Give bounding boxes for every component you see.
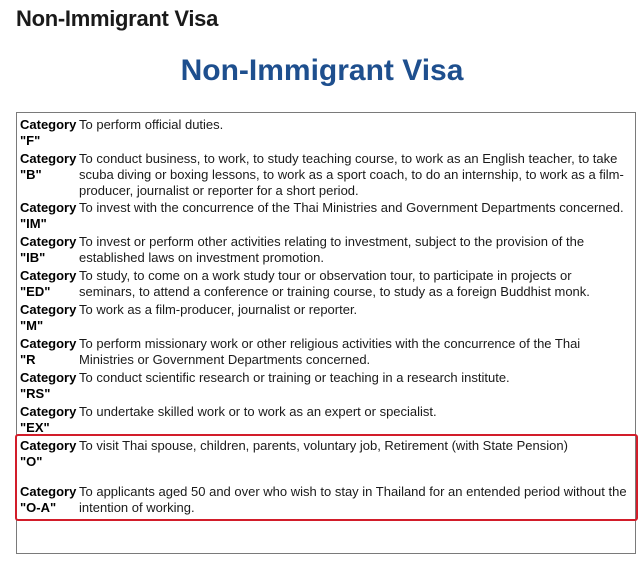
category-label: Category "RS" <box>20 370 77 401</box>
category-label: Category "F" <box>20 117 77 148</box>
highlight-box <box>15 434 638 521</box>
category-label: Category "IB" <box>20 234 77 265</box>
category-label: Category "O" <box>20 438 77 469</box>
page-title: Non-Immigrant Visa <box>180 54 464 87</box>
category-description: To conduct business, to work, to study teaching course, to work as an English teacher, to take scuba diving or boxing lessons, to work as a sport coach, to do an internship, to work as a film-producer, journalist or reporter for a short period. <box>79 151 624 198</box>
page-header-title: Non-Immigrant Visa <box>16 6 219 31</box>
category-label: Category "EX" <box>20 404 77 435</box>
category-description: To visit Thai spouse, children, parents, voluntary job, Retirement (with State Pension) <box>79 438 568 453</box>
category-label: Category "O-A" <box>20 484 77 515</box>
category-description: To work as a film-producer, journalist or reporter. <box>79 302 358 317</box>
category-description: To perform missionary work or other religious activities with the concurrence of the Thai Ministries or Government Departments concerned. <box>79 336 581 367</box>
category-label: Category "ED" <box>20 268 77 299</box>
category-description: To applicants aged 50 and over who wish to stay in Thailand for an entended period without the intention of working. <box>79 484 627 515</box>
category-label: Category "R <box>20 336 77 367</box>
category-description: To perform official duties. <box>79 117 224 132</box>
category-description: To invest with the concurrence of the Thai Ministries and Government Departments concerned. <box>79 200 624 215</box>
category-label: Category "M" <box>20 302 77 333</box>
category-label: Category "B" <box>20 151 77 182</box>
category-description: To invest or perform other activities relating to investment, subject to the provision of the established laws on investment promotion. <box>79 234 585 265</box>
category-description: To undertake skilled work or to work as an expert or specialist. <box>79 404 437 419</box>
category-description: To conduct scientific research or training or teaching in a research institute. <box>79 370 510 385</box>
category-label: Category "IM" <box>20 200 77 231</box>
category-description: To study, to come on a work study tour or observation tour, to participate in projects or seminars, to attend a conference or training course, to study as a foreign Buddhist monk. <box>79 268 590 299</box>
